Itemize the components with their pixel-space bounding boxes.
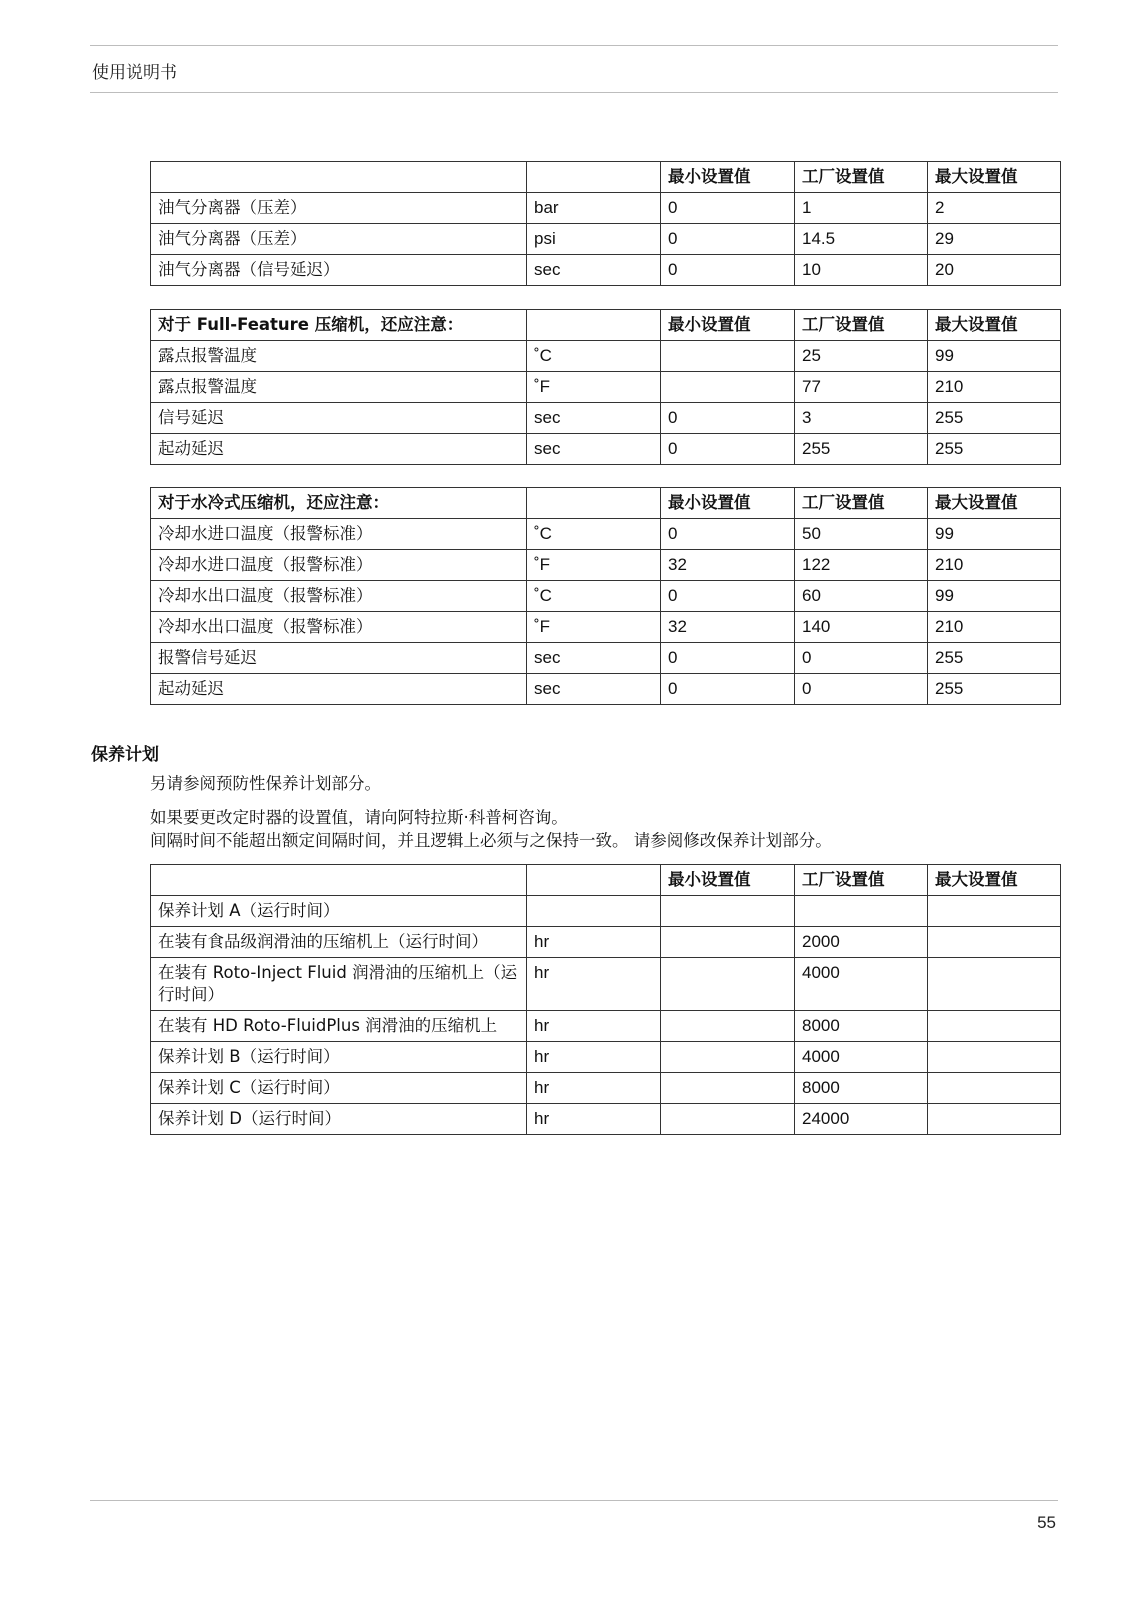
header-factory: 工厂设置值 — [795, 162, 928, 193]
row-factory: 60 — [795, 581, 928, 612]
row-unit: sec — [527, 403, 661, 434]
row-name: 冷却水进口温度（报警标准） — [151, 550, 527, 581]
row-unit: sec — [527, 434, 661, 465]
table-header-row — [151, 865, 1061, 896]
row-max: 99 — [928, 341, 1061, 372]
row-unit: ˚F — [527, 372, 661, 403]
header-min: 最小设置值 — [661, 488, 795, 519]
row-name: 露点报警温度 — [151, 372, 527, 403]
row-unit — [527, 896, 661, 927]
table-row — [151, 372, 1061, 403]
row-factory: 0 — [795, 643, 928, 674]
row-name: 油气分离器（压差） — [151, 224, 527, 255]
header-unit — [527, 310, 661, 341]
row-min: 0 — [661, 643, 795, 674]
row-name: 信号延迟 — [151, 403, 527, 434]
table-row — [151, 519, 1061, 550]
row-name: 在装有 Roto-Inject Fluid 润滑油的压缩机上（运行时间） — [151, 958, 527, 1011]
row-factory: 50 — [795, 519, 928, 550]
table-row — [151, 896, 1061, 927]
header-label: 对于水冷式压缩机，还应注意： — [151, 488, 527, 519]
row-factory: 2000 — [795, 927, 928, 958]
maintenance-section-title: 保养计划 — [91, 745, 159, 765]
row-min — [661, 372, 795, 403]
row-name: 保养计划 C（运行时间） — [151, 1073, 527, 1104]
row-name: 报警信号延迟 — [151, 643, 527, 674]
table-row — [151, 434, 1061, 465]
page-footer — [90, 1500, 1058, 1532]
header-factory: 工厂设置值 — [795, 488, 928, 519]
row-factory — [795, 896, 928, 927]
header-min: 最小设置值 — [661, 865, 795, 896]
header-min: 最小设置值 — [661, 162, 795, 193]
row-factory: 3 — [795, 403, 928, 434]
header-min: 最小设置值 — [661, 310, 795, 341]
table-row — [151, 224, 1061, 255]
table-row — [151, 1011, 1061, 1042]
row-name: 保养计划 A（运行时间） — [151, 896, 527, 927]
row-unit: hr — [527, 1104, 661, 1135]
row-max — [928, 1042, 1061, 1073]
row-max: 210 — [928, 372, 1061, 403]
row-name: 在装有食品级润滑油的压缩机上（运行时间） — [151, 927, 527, 958]
table-row — [151, 403, 1061, 434]
row-max — [928, 927, 1061, 958]
row-factory: 77 — [795, 372, 928, 403]
row-max: 255 — [928, 674, 1061, 705]
row-min: 0 — [661, 224, 795, 255]
row-min: 0 — [661, 255, 795, 286]
water-cooled-settings-table — [150, 487, 1061, 705]
row-unit: sec — [527, 255, 661, 286]
page-number: 55 — [1037, 1513, 1056, 1532]
row-min: 0 — [661, 434, 795, 465]
row-max: 255 — [928, 434, 1061, 465]
row-min: 0 — [661, 519, 795, 550]
row-name: 保养计划 B（运行时间） — [151, 1042, 527, 1073]
row-min — [661, 958, 795, 1011]
row-unit: sec — [527, 674, 661, 705]
row-unit: ˚C — [527, 341, 661, 372]
row-max: 2 — [928, 193, 1061, 224]
row-unit: ˚F — [527, 550, 661, 581]
row-factory: 4000 — [795, 1042, 928, 1073]
row-factory: 14.5 — [795, 224, 928, 255]
full-feature-settings-table — [150, 309, 1061, 465]
table-row — [151, 193, 1061, 224]
table-row — [151, 643, 1061, 674]
row-unit: ˚F — [527, 612, 661, 643]
header-label — [151, 162, 527, 193]
header-unit — [527, 162, 661, 193]
table-row — [151, 674, 1061, 705]
row-min: 32 — [661, 612, 795, 643]
table-header-row — [151, 488, 1061, 519]
row-min — [661, 896, 795, 927]
row-factory: 24000 — [795, 1104, 928, 1135]
row-name: 油气分离器（信号延迟） — [151, 255, 527, 286]
header-label: 对于 Full-Feature 压缩机，还应注意： — [151, 310, 527, 341]
row-unit: psi — [527, 224, 661, 255]
maintenance-note-2: 如果要更改定时器的设置值，请向阿特拉斯·科普柯咨询。 — [150, 808, 568, 827]
maintenance-note-3: 间隔时间不能超出额定间隔时间，并且逻辑上必须与之保持一致。 请参阅修改保养计划部分。 — [150, 831, 832, 850]
row-max: 255 — [928, 643, 1061, 674]
maintenance-note-1: 另请参阅预防性保养计划部分。 — [150, 774, 381, 793]
header-factory: 工厂设置值 — [795, 310, 928, 341]
row-max: 99 — [928, 581, 1061, 612]
row-max — [928, 1011, 1061, 1042]
table-header-row — [151, 310, 1061, 341]
row-max: 255 — [928, 403, 1061, 434]
row-factory: 1 — [795, 193, 928, 224]
table-header-row — [151, 162, 1061, 193]
row-factory: 10 — [795, 255, 928, 286]
row-factory: 122 — [795, 550, 928, 581]
row-name: 油气分离器（压差） — [151, 193, 527, 224]
row-max: 29 — [928, 224, 1061, 255]
row-unit: hr — [527, 927, 661, 958]
header-unit — [527, 865, 661, 896]
table-row — [151, 581, 1061, 612]
page-header — [90, 45, 1058, 93]
row-name: 冷却水出口温度（报警标准） — [151, 612, 527, 643]
row-factory: 8000 — [795, 1011, 928, 1042]
header-max: 最大设置值 — [928, 162, 1061, 193]
table-row — [151, 958, 1061, 1011]
row-factory: 25 — [795, 341, 928, 372]
row-min — [661, 341, 795, 372]
table-row — [151, 341, 1061, 372]
row-unit: hr — [527, 1073, 661, 1104]
page-header-title: 使用说明书 — [92, 63, 177, 83]
row-name: 冷却水出口温度（报警标准） — [151, 581, 527, 612]
row-name: 起动延迟 — [151, 674, 527, 705]
separator-settings-table — [150, 161, 1061, 286]
row-min: 32 — [661, 550, 795, 581]
header-factory: 工厂设置值 — [795, 865, 928, 896]
row-unit: hr — [527, 1042, 661, 1073]
row-name: 冷却水进口温度（报警标准） — [151, 519, 527, 550]
row-max — [928, 1104, 1061, 1135]
row-name: 在装有 HD Roto-FluidPlus 润滑油的压缩机上 — [151, 1011, 527, 1042]
header-max: 最大设置值 — [928, 488, 1061, 519]
row-min: 0 — [661, 581, 795, 612]
header-unit — [527, 488, 661, 519]
row-unit: sec — [527, 643, 661, 674]
table-row — [151, 1042, 1061, 1073]
row-unit: hr — [527, 958, 661, 1011]
row-name: 露点报警温度 — [151, 341, 527, 372]
row-factory: 140 — [795, 612, 928, 643]
row-min: 0 — [661, 674, 795, 705]
table-row — [151, 927, 1061, 958]
row-min — [661, 1104, 795, 1135]
row-max: 210 — [928, 550, 1061, 581]
row-min — [661, 1042, 795, 1073]
row-unit: ˚C — [527, 519, 661, 550]
row-factory: 8000 — [795, 1073, 928, 1104]
header-max: 最大设置值 — [928, 310, 1061, 341]
table-row — [151, 550, 1061, 581]
row-factory: 255 — [795, 434, 928, 465]
table-row — [151, 612, 1061, 643]
row-max: 210 — [928, 612, 1061, 643]
row-max: 20 — [928, 255, 1061, 286]
row-min — [661, 1073, 795, 1104]
row-factory: 4000 — [795, 958, 928, 1011]
table-row — [151, 1073, 1061, 1104]
maintenance-schedule-table — [150, 864, 1061, 1135]
row-unit: ˚C — [527, 581, 661, 612]
row-min — [661, 1011, 795, 1042]
table-row — [151, 1104, 1061, 1135]
row-max — [928, 958, 1061, 1011]
row-min: 0 — [661, 403, 795, 434]
row-max: 99 — [928, 519, 1061, 550]
row-name: 保养计划 D（运行时间） — [151, 1104, 527, 1135]
row-max — [928, 1073, 1061, 1104]
header-max: 最大设置值 — [928, 865, 1061, 896]
row-name: 起动延迟 — [151, 434, 527, 465]
row-factory: 0 — [795, 674, 928, 705]
row-max — [928, 896, 1061, 927]
row-unit: bar — [527, 193, 661, 224]
row-min: 0 — [661, 193, 795, 224]
header-label — [151, 865, 527, 896]
row-unit: hr — [527, 1011, 661, 1042]
table-row — [151, 255, 1061, 286]
row-min — [661, 927, 795, 958]
